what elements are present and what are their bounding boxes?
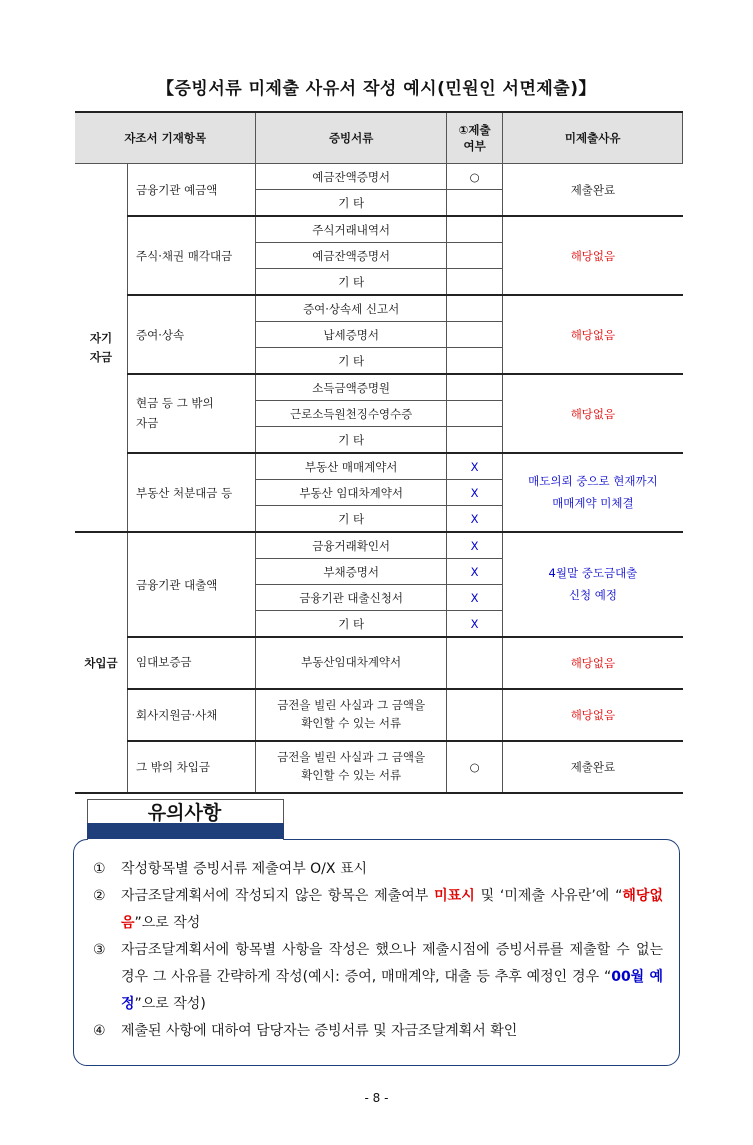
reason-cell: 매도의뢰 중으로 현재까지 매매계약 미체결 — [503, 453, 683, 532]
mark-cell — [446, 689, 502, 741]
item-bankloan: 금융기관 대출액 — [128, 532, 256, 637]
doc-cell: 부동산임대차계약서 — [256, 637, 446, 689]
table-row — [75, 689, 683, 741]
note-text — [121, 937, 663, 1018]
table-row — [75, 532, 683, 559]
mark-cell: X — [446, 611, 502, 638]
note-text-part: ”으로 작성) — [134, 996, 206, 1012]
evidence-table — [75, 111, 683, 794]
table-row — [75, 216, 683, 243]
doc-cell: 납세증명서 — [256, 322, 446, 348]
highlight-unmarked: 미표시 — [434, 888, 475, 904]
note-text-part: ”으로 작성 — [134, 915, 201, 931]
notes-tab-bar — [87, 823, 284, 839]
doc-cell: 증여·상속세 신고서 — [256, 295, 446, 322]
notes-list — [93, 856, 663, 1045]
doc-cell: 소득금액증명원 — [256, 374, 446, 401]
note-text: 제출된 사항에 대하여 담당자는 증빙서류 및 자금조달계획서 확인 — [121, 1023, 518, 1039]
category-own-funds: 자기 자금 — [75, 164, 128, 533]
table-header-row — [75, 112, 683, 164]
doc-cell: 예금잔액증명서 — [256, 243, 446, 269]
note-number: ① — [93, 861, 106, 877]
doc-cell: 예금잔액증명서 — [256, 164, 446, 190]
note-text: 작성항목별 증빙서류 제출여부 O/X 표시 — [121, 861, 367, 877]
table-row — [75, 374, 683, 401]
reason-cell: 해당없음 — [503, 374, 683, 453]
doc-cell: 부동산 임대차계약서 — [256, 480, 446, 506]
mark-cell — [446, 190, 502, 217]
note-text-part: 자금조달계획서에 항목별 사항을 작성은 했으나 제출시점에 증빙서류를 제출할 수 없는 경우 그 사유를 간략하게 작성(예시: 증여, 매매계약, 대출 등 추후 예정인 경우 “ — [121, 942, 663, 985]
item-company: 회사지원금·사채 — [128, 689, 256, 741]
header-item: 자조서 기재항목 — [75, 112, 256, 164]
mark-cell: X — [446, 480, 502, 506]
mark-cell: X — [446, 532, 502, 559]
mark-cell: ○ — [446, 741, 502, 793]
doc-cell: 기 타 — [256, 348, 446, 375]
reason-cell: 해당없음 — [503, 216, 683, 295]
category-loan: 차입금 — [75, 532, 128, 793]
doc-cell: 부채증명서 — [256, 559, 446, 585]
doc-cell: 주식거래내역서 — [256, 216, 446, 243]
note-item — [93, 883, 663, 937]
note-text — [121, 883, 663, 937]
mark-cell — [446, 269, 502, 296]
doc-cell: 부동산 매매계약서 — [256, 453, 446, 480]
doc-cell: 근로소득원천징수영수증 — [256, 401, 446, 427]
reason-cell: 4월말 중도금대출 신청 예정 — [503, 532, 683, 637]
table-row — [75, 741, 683, 793]
doc-cell: 금융거래확인서 — [256, 532, 446, 559]
header-submit: ①제출 여부 — [446, 112, 502, 164]
note-text-part: 자금조달계획서에 작성되지 않은 항목은 제출여부 — [121, 888, 435, 904]
mark-cell — [446, 216, 502, 243]
reason-cell: 제출완료 — [503, 164, 683, 217]
mark-cell: ○ — [446, 164, 502, 190]
table-row — [75, 295, 683, 322]
item-gift: 증여·상속 — [128, 295, 256, 374]
item-other-loan: 그 밖의 차입금 — [128, 741, 256, 793]
doc-cell: 기 타 — [256, 190, 446, 217]
note-text-part: 및 ‘미제출 사유란’에 “ — [474, 888, 623, 904]
mark-cell: X — [446, 559, 502, 585]
page-title: 【증빙서류 미제출 사유서 작성 예시(민원인 서면제출)】 — [157, 79, 596, 99]
mark-cell — [446, 348, 502, 375]
header-doc: 증빙서류 — [256, 112, 446, 164]
reason-cell: 해당없음 — [503, 637, 683, 689]
doc-cell: 기 타 — [256, 427, 446, 454]
highlight-scheduled: 00월 예정 — [121, 969, 664, 1012]
reason-cell: 해당없음 — [503, 689, 683, 741]
doc-cell: 기 타 — [256, 269, 446, 296]
mark-cell: X — [446, 453, 502, 480]
note-item — [93, 1018, 663, 1045]
mark-cell: X — [446, 585, 502, 611]
mark-cell — [446, 637, 502, 689]
item-realestate: 부동산 처분대금 등 — [128, 453, 256, 532]
doc-cell: 금전을 빌린 사실과 그 금액을 확인할 수 있는 서류 — [256, 689, 446, 741]
mark-cell — [446, 295, 502, 322]
table-row — [75, 637, 683, 689]
item-cash: 현금 등 그 밖의 자금 — [128, 374, 256, 453]
mark-cell — [446, 322, 502, 348]
item-stocks: 주식·채권 매각대금 — [128, 216, 256, 295]
mark-cell — [446, 401, 502, 427]
note-number: ③ — [93, 942, 106, 958]
mark-cell — [446, 374, 502, 401]
mark-cell — [446, 243, 502, 269]
doc-cell: 금융기관 대출신청서 — [256, 585, 446, 611]
note-number: ② — [93, 888, 106, 904]
page-number: - 8 - — [364, 1091, 389, 1105]
header-reason: 미제출사유 — [503, 112, 683, 164]
item-deposit: 금융기관 예금액 — [128, 164, 256, 217]
item-deposit-lease: 임대보증금 — [128, 637, 256, 689]
doc-cell: 금전을 빌린 사실과 그 금액을 확인할 수 있는 서류 — [256, 741, 446, 793]
highlight-none: 해당없음 — [121, 888, 663, 931]
note-item — [93, 856, 663, 883]
doc-cell: 기 타 — [256, 506, 446, 533]
notes-title: 유의사항 — [147, 801, 222, 824]
mark-cell: X — [446, 506, 502, 533]
mark-cell — [446, 427, 502, 454]
reason-cell: 해당없음 — [503, 295, 683, 374]
doc-cell: 기 타 — [256, 611, 446, 638]
table-row — [75, 164, 683, 190]
table-row — [75, 453, 683, 480]
note-number: ④ — [93, 1023, 106, 1039]
reason-cell: 제출완료 — [503, 741, 683, 793]
note-item — [93, 937, 663, 1018]
